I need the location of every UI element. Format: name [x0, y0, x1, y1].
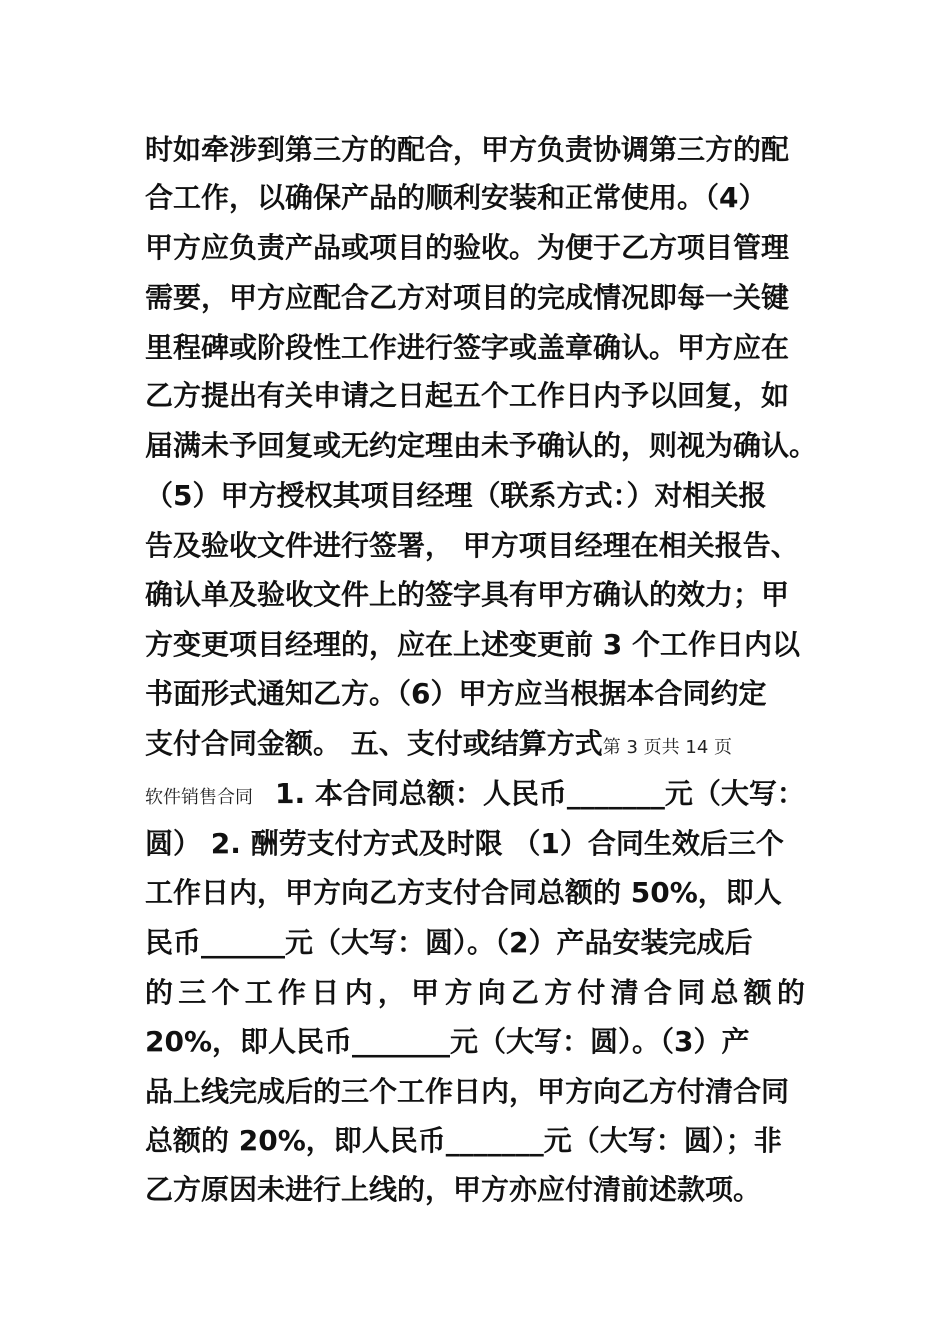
- body-text-line: 届满未予回复或无约定理由未予确认的，则视为确认。: [145, 429, 818, 462]
- body-text-line: 乙方提出有关申请之日起五个工作日内予以回复，如: [145, 379, 790, 412]
- body-text-segment: 1. 本合同总额：人民币_______元（大写：: [275, 777, 805, 810]
- body-text-line: 告及验收文件进行签署， 甲方项目经理在相关报告、: [145, 529, 799, 562]
- body-text-line: 总额的 20%，即人民币_______元（大写：圆）；非: [145, 1124, 782, 1157]
- body-text-line: 圆） 2. 酬劳支付方式及时限 （1）合同生效后三个: [145, 827, 784, 860]
- body-text-line: 合工作，以确保产品的顺利安装和正常使用。（4）: [145, 181, 767, 214]
- body-text-line: 20%，即人民币_______元（大写：圆）。（3）产: [145, 1025, 750, 1058]
- body-text-line: （5）甲方授权其项目经理（联系方式：）对相关报: [145, 479, 767, 512]
- body-text-line: [145, 726, 732, 762]
- page-footer: 第 3 页共 14 页: [602, 737, 732, 758]
- body-text-line: 时如牵涉到第三方的配合，甲方负责协调第三方的配: [145, 133, 790, 166]
- body-text-line: 民币______元（大写：圆）。（2）产品安装完成后: [145, 926, 753, 959]
- body-text-line: 确认单及验收文件上的签字具有甲方确认的效力；甲: [145, 578, 790, 611]
- body-text-line: 甲方应负责产品或项目的验收。为便于乙方项目管理: [145, 231, 790, 264]
- body-text-line: 需要，甲方应配合乙方对项目的完成情况即每一关键: [145, 281, 790, 314]
- body-text-line: 书面形式通知乙方。（6）甲方应当根据本合同约定: [145, 677, 767, 710]
- running-header: 软件销售合同: [145, 787, 253, 808]
- body-text-line: 的三个工作日内，甲方向乙方付清合同总额的: [145, 976, 805, 1009]
- body-text-segment: 支付合同金额。 五、支付或结算方式: [145, 727, 603, 760]
- body-text-line: 工作日内，甲方向乙方支付合同总额的 50%，即人: [145, 876, 782, 909]
- body-text-line: 里程碑或阶段性工作进行签字或盖章确认。甲方应在: [145, 331, 790, 364]
- body-text-line: 品上线完成后的三个工作日内，甲方向乙方付清合同: [145, 1075, 790, 1108]
- body-text-line: 乙方原因未进行上线的，甲方亦应付清前述款项。: [145, 1173, 762, 1206]
- body-text-line: 方变更项目经理的，应在上述变更前 3 个工作日内以: [145, 628, 800, 661]
- body-text-line: [145, 776, 805, 812]
